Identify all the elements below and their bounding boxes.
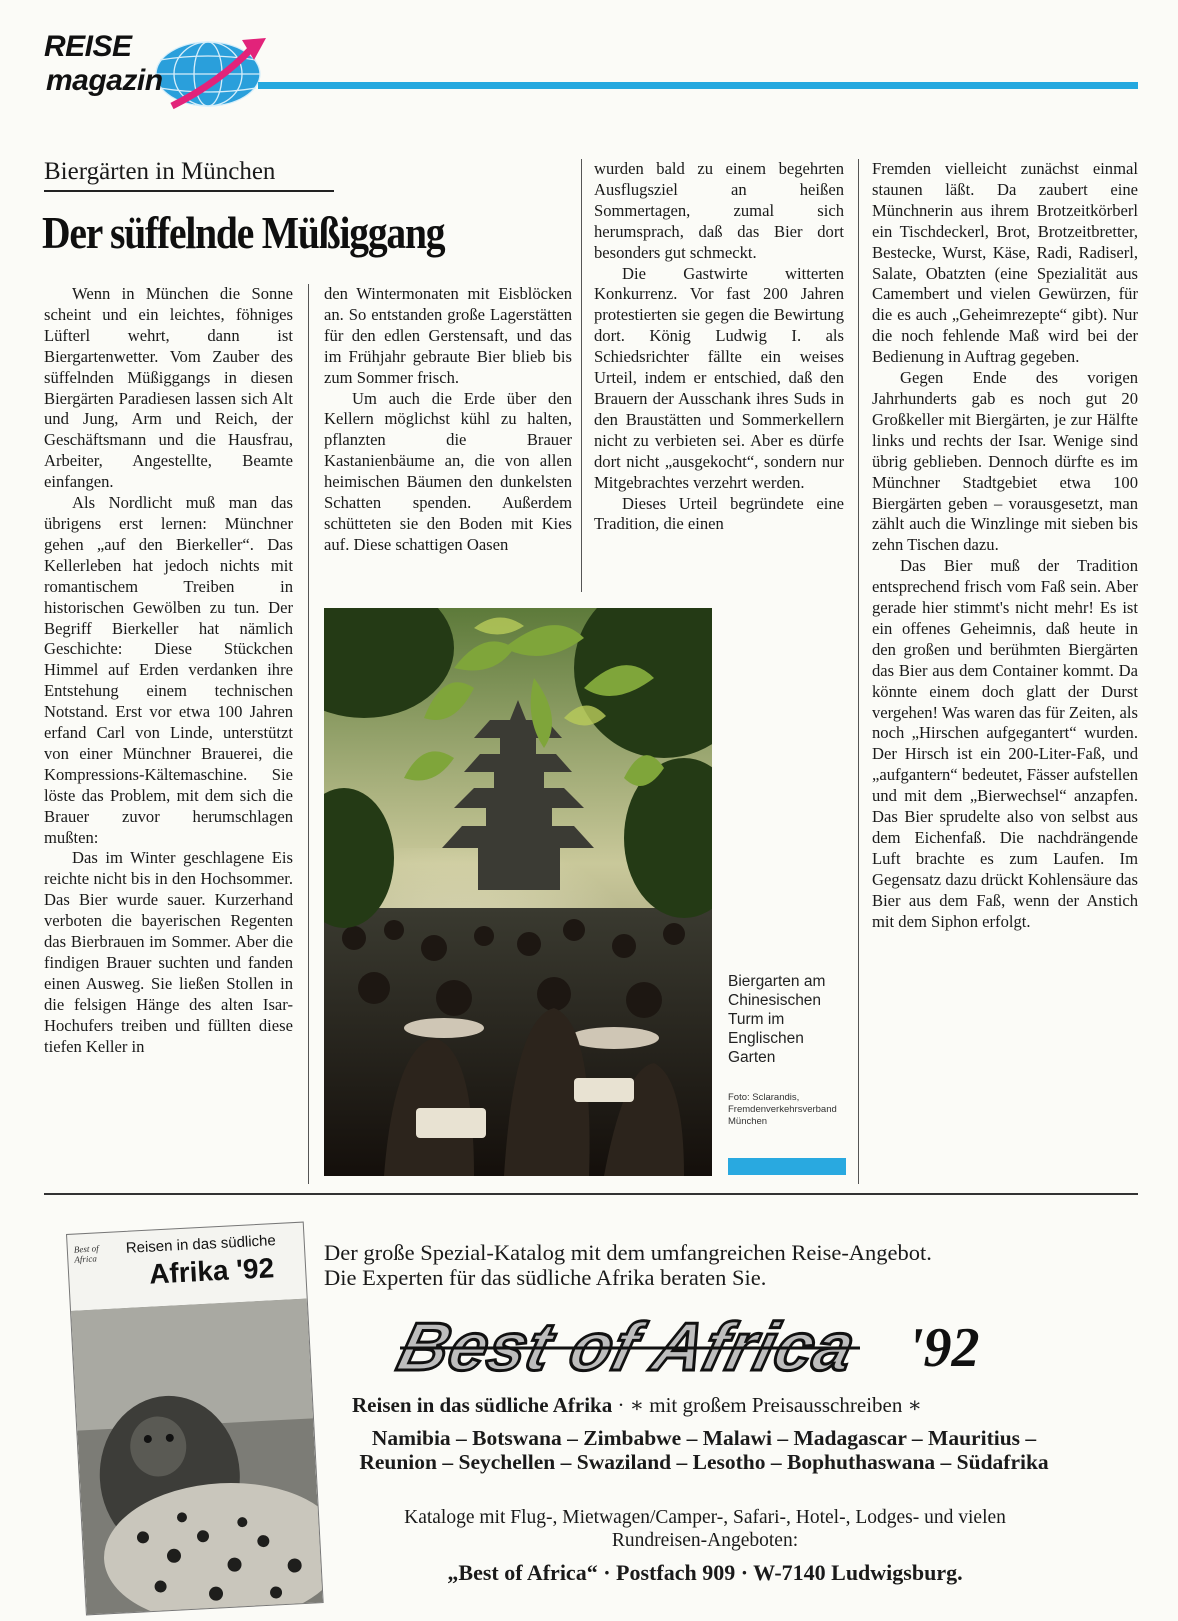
- ad-tagline: [352, 1393, 922, 1418]
- catalog-cover-line2: Afrika '92: [148, 1252, 275, 1290]
- paragraph: den Wintermonaten mit Eisblöcken an. So entstanden große Lagerstätten für den edlen Gerstensaft, und das im Frühjahr gebraute Bier blieb bis zum Sommer frisch.: [324, 284, 572, 387]
- photo-caption: Biergarten am Chinesischen Turm im Englischen Garten: [728, 973, 826, 1066]
- best-of-africa-wordmark: [390, 1300, 1030, 1390]
- column-divider: [308, 284, 309, 1184]
- column-divider: [581, 159, 582, 592]
- ad-countries: Namibia – Botswana – Zimbabwe – Malawi – Madagascar – Mauritius – Reunion – Seychellen – Swaziland – Lesotho – Bophuthaswana – Südafrika: [359, 1426, 1049, 1474]
- paragraph: Wenn in München die Sonne scheint und ein leichtes, föhniges Lüfterl wehrt, dann ist Biergartenwetter. Vom Zauber des süffelnden Müßiggangs in diesen Biergärten Paradiesen lassen sich Alt und Jung, Arm und Reich, der Geschäftsmann und die Hausfrau, Arbeiter, Angestellte, Beamte einfangen.: [44, 284, 293, 492]
- article-kicker: Biergärten in München: [44, 158, 276, 185]
- header-rule: [258, 82, 1138, 89]
- paragraph: Die Gastwirte witterten Konkurrenz. Vor fast 200 Jahren protestierten sie gegen die Bewirtung dort. König Ludwig I. als Schiedsrichter fällte ein weises Urteil, indem er entschied, daß den Brauern der Ausschank ihres Suds in den Braustätten und Sommerkellern nicht zu verbieten sei. Aber es dürfe dort nicht „ausgekocht“, sondern nur Mitgebrachtes verzehrt werden.: [594, 263, 844, 492]
- paragraph: Um auch die Erde über den Kellern möglichst kühl zu halten, pflanzten die Brauer Kastanienbäume an, die von allen heimischen Bäumen den dunkelsten Schatten spenden. Außerdem schütteten sie den Boden mit Kies auf. Diese schattigen Oasen: [324, 388, 572, 554]
- kicker-underline: [44, 190, 334, 192]
- logo-word-magazin: magazin: [46, 64, 163, 97]
- article-column-4: [872, 159, 1138, 933]
- paragraph: Gegen Ende des vorigen Jahrhunderts gab es noch gut 20 Großkeller mit Biergärten, je zur Hälfte links und rechts der Isar. Wenige sind übrig geblieben. Dennoch dürfte es im Münchner Stadtgebiet etwa 100 Biergärten geben – vorausgesetzt, man zählt auch die Winzlinge mit sieben bis zehn Tischen dazu.: [872, 368, 1138, 555]
- photo-credit: Foto: Sclarandis, Fremdenverkehrsverband München: [728, 1092, 837, 1127]
- paragraph: Dieses Urteil begründete eine Tradition, die einen: [594, 493, 844, 534]
- reise-magazin-logo: [44, 28, 274, 110]
- ad-headline-line2: Die Experten für das südliche Afrika beraten Sie.: [324, 1265, 767, 1290]
- paragraph: Das im Winter geschlagene Eis reichte nicht bis in den Hochsommer. Das Bier wurde sauer. Kurzerhand verboten die bayerischen Regenten das Bierbrauen im Sommer. Aber die findigen Brauer suchten und fanden einen Ausweg. Sie ließen Stollen in die felsigen Hänge des alten Isar-Hochufers treiben und füllten diese tiefen Keller in: [44, 848, 293, 1056]
- ad-headline-line1: Der große Spezial-Katalog mit dem umfangreichen Reise-Angebot.: [324, 1240, 932, 1265]
- catalog-cover-line1: Reisen in das südliche: [125, 1232, 277, 1257]
- article-column-3: [594, 159, 844, 535]
- paragraph: Fremden vielleicht zunächst einmal staunen läßt. Da zaubert eine Münchnerin aus ihrem Brotzeitkörberl ein Tischdeckerl, Brot, Brotzeitbretter, Bestecke, Wurst, Käse, Radi, Radiserl, Salate, Obatzten (eine Spezialität aus Camembert und vielen Gewürzen, für die es auch „Geheimrezepte“ gibt). Nur die noch fehlende Maß wird bei der Bedienung in Auftrag gegeben.: [872, 159, 1138, 367]
- cheetah-photo: [71, 1298, 323, 1615]
- paragraph: wurden bald zu einem begehrten Ausflugsziel an heißen Sommertagen, zumal sich herumsprach, daß das Bier dort besonders gut schmeckt.: [594, 159, 844, 262]
- brand-text: Best of Africa: [390, 1307, 864, 1385]
- caption-accent-bar: [728, 1158, 846, 1175]
- paragraph: Als Nordlicht muß man das übrigens erst lernen: Münchner gehen „auf den Bierkeller“. Das Kellerleben hat jedoch nichts mit romantischem Treiben in historischen Gewölben zu tun. Der Begriff Bierkeller hat nämlich Geschichte: Diese Stückchen Himmel auf Erden verdanken ihre Entstehung einem technischen Notstand. Erst vor etwa 100 Jahren erfand Carl von Linde, unterstützt von einer Münchner Brauerei, die Kompressions-Kältemaschine. Sie löste das Problem, mit dem sich die Brauer zuvor herumschlagen mußten:: [44, 493, 293, 847]
- catalog-cover-logo: Best of Africa: [73, 1243, 99, 1265]
- logo-word-reise: REISE: [44, 30, 132, 63]
- section-divider: [44, 1193, 1138, 1195]
- ad-address: „Best of Africa“ · Postfach 909 · W-7140 Ludwigsburg.: [447, 1560, 963, 1585]
- article-column-1: [44, 284, 293, 1058]
- paragraph: Das Bier muß der Tradition entsprechend frisch vom Faß sein. Aber gerade hier stimmt's nicht mehr! Es ist ein offenes Geheimnis, daß heute in den großen und berühmten Biergärten das Bier aus dem Container kommt. Da könnte einem doch glatt der Durst vergehen! Was waren das für Zeiten, als noch „Hirschen aufgegantert“ wurden. Der Hirsch ist ein 200-Liter-Faß, und „aufgantern“ bedeutet, Fässer aufstellen und mit dem „Bierwechsel“ anzapfen. Das Bier sprudelte also von selbst aus dem Eichenfaß. Die nachdrängende Luft brachte es zum Laufen. Im Gegensatz dazu drückt Kohlensäure das Bier aus dem Faß, wenn der Anstich mit dem Siphon erfolgt.: [872, 556, 1138, 931]
- ad-catalog-offers: Kataloge mit Flug-, Mietwagen/Camper-, Safari-, Hotel-, Lodges- und vielen Rundreisen-Angeboten:: [404, 1507, 1006, 1551]
- article-column-2: [324, 284, 572, 556]
- catalog-cover: [66, 1222, 324, 1616]
- ad-tagline-rest: · ∗ mit großem Preisausschreiben ∗: [612, 1393, 922, 1417]
- beer-garden-photo: [324, 608, 712, 1176]
- column-divider: [858, 159, 859, 1184]
- article-headline: Der süffelnde Müßiggang: [42, 207, 445, 258]
- ad-tagline-bold: Reisen in das südliche Afrika: [352, 1393, 613, 1417]
- brand-year: '92: [908, 1317, 980, 1379]
